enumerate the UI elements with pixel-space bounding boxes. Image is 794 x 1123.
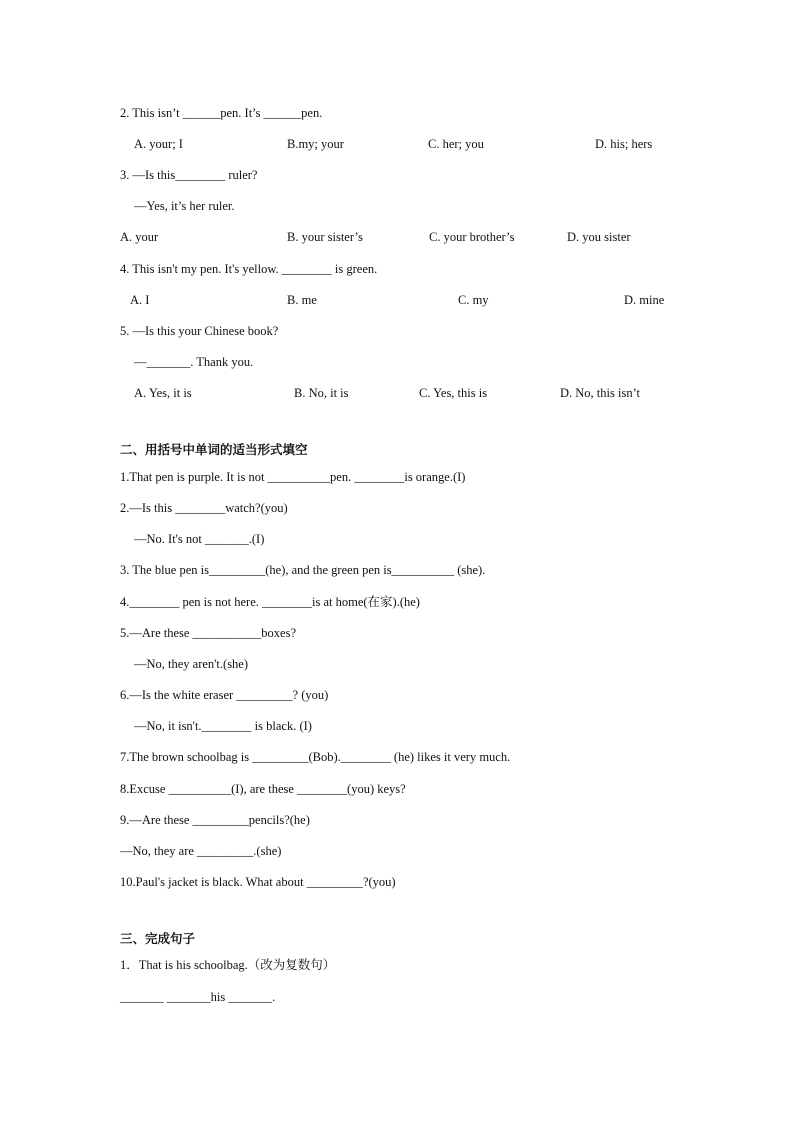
fill-line-10: 10.Paul's jacket is black. What about _________?(you) bbox=[120, 875, 396, 889]
section-2-heading: 二、用括号中单词的适当形式填空 bbox=[120, 442, 308, 457]
question-5-option-c: C. Yes, this is bbox=[419, 386, 488, 400]
question-2-option-d: D. his; hers bbox=[595, 137, 653, 151]
question-3-option-c: C. your brother’s bbox=[429, 230, 515, 244]
question-3-stem: 3. —Is this________ ruler? bbox=[120, 168, 258, 182]
fill-line-5: 5.—Are these ___________boxes? bbox=[120, 626, 297, 640]
sentence-1-answer: _______ _______his _______. bbox=[120, 990, 276, 1004]
question-5-option-d: D. No, this isn’t bbox=[560, 386, 640, 400]
fill-line-2-reply: —No. It's not _______.(I) bbox=[134, 532, 265, 546]
question-3-option-d: D. you sister bbox=[567, 230, 631, 244]
question-3-option-b: B. your sister’s bbox=[287, 230, 363, 244]
fill-line-1: 1.That pen is purple. It is not __________pen. ________is orange.(I) bbox=[120, 470, 466, 484]
question-4-option-a: A. I bbox=[130, 293, 150, 307]
question-4-option-d: D. mine bbox=[624, 293, 665, 307]
question-2-option-a: A. your; I bbox=[134, 137, 183, 151]
question-4-stem: 4. This isn't my pen. It's yellow. ________ is green. bbox=[120, 262, 378, 276]
fill-line-6: 6.—Is the white eraser _________? (you) bbox=[120, 688, 329, 702]
section-3-heading: 三、完成句子 bbox=[120, 931, 196, 946]
sentence-1-prompt: 1．That is his schoolbag.（改为复数句） bbox=[120, 958, 336, 972]
fill-line-6-reply: —No, it isn't.________ is black. (I) bbox=[134, 719, 312, 733]
fill-line-4: 4.________ pen is not here. ________is at home(在家).(he) bbox=[120, 595, 420, 609]
question-2-option-b: B.my; your bbox=[287, 137, 344, 151]
question-4-option-b: B. me bbox=[287, 293, 317, 307]
fill-line-8: 8.Excuse __________(I), are these ________(you) keys? bbox=[120, 782, 406, 796]
question-5-reply: —_______. Thank you. bbox=[134, 355, 254, 369]
question-4-option-c: C. my bbox=[458, 293, 489, 307]
fill-line-7: 7.The brown schoolbag is _________(Bob).________ (he) likes it very much. bbox=[120, 750, 511, 764]
question-5-stem: 5. —Is this your Chinese book? bbox=[120, 324, 279, 338]
question-3-reply: —Yes, it’s her ruler. bbox=[134, 199, 235, 213]
question-5-option-a: A. Yes, it is bbox=[134, 386, 192, 400]
question-5-option-b: B. No, it is bbox=[294, 386, 349, 400]
question-2-stem: 2. This isn’t ______pen. It’s ______pen. bbox=[120, 106, 323, 120]
fill-line-2: 2.—Is this ________watch?(you) bbox=[120, 501, 288, 515]
fill-line-9-reply: —No, they are _________.(she) bbox=[120, 844, 282, 858]
fill-line-3: 3. The blue pen is_________(he), and the green pen is__________ (she). bbox=[120, 563, 486, 577]
fill-line-9: 9.—Are these _________pencils?(he) bbox=[120, 813, 310, 827]
fill-line-5-reply: —No, they aren't.(she) bbox=[134, 657, 249, 671]
question-3-option-a: A. your bbox=[120, 230, 159, 244]
question-2-option-c: C. her; you bbox=[428, 137, 484, 151]
